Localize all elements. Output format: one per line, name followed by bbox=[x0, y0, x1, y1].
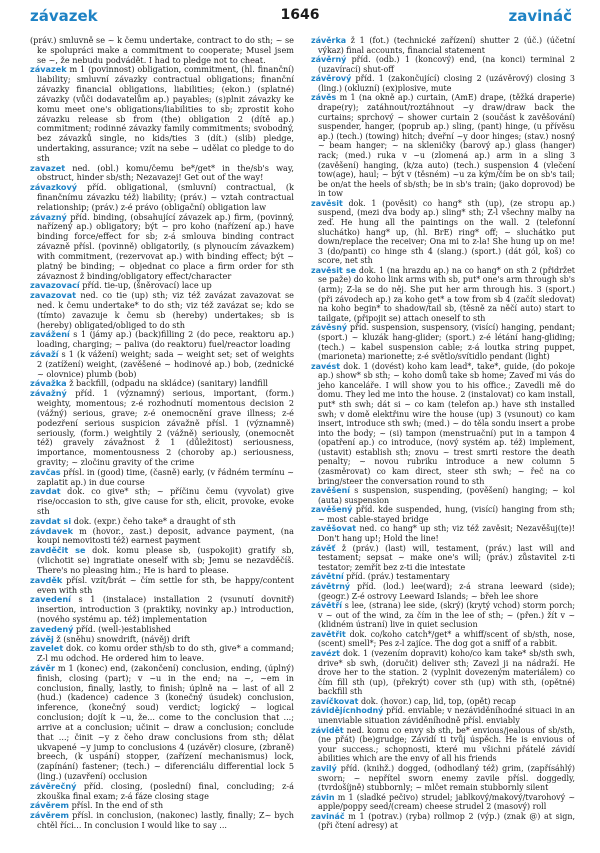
entry-headword: závěs bbox=[311, 93, 337, 103]
dictionary-entry bbox=[311, 793, 575, 812]
entry-definition: dok. 1 (na hrazdu ap.) na co hang* on sth 2 (přidržet se paže) do koho link arms with sb, put* one's arm through sb's (arm); Z-la se do něj. She put her arm through his. 3 (sport.) (při závodech ap.) za koho get* a tow from sb 4 (začít sledovat) na koho begin* to shadow/tail sb, (těsně za něčí auto) start to tailgate, (připojit se) attach oneself to sth bbox=[318, 265, 575, 323]
entry-definition: příd. binding, (obsahující závazek ap.) firm, (povinný, nařízený ap.) obligatory; být ~ pro koho (nařízení ap.) have binding force/effect for sb; z-á smlouva binding contract závazně přísl. (povinně) obligatorily, (s plynoucím závazkem) with commitment, (rezervovat ap.) with binding effect; být ~ platný be binding; ~ objednat co place a firm order for sth závaznost ž binding/obligatory effect/character bbox=[37, 211, 294, 281]
entry-definition: ned. co tie (up) sth; viz též zavázat zavazovat se ned. k čemu undertake* to do sth; viz též zavázat se; kdo se (tímto) zavazuje k čemu sb (hereby) undertakes; sb is (hereby) obligated/obliged to do sth bbox=[37, 290, 294, 330]
entry-headword: zavěsit bbox=[311, 198, 343, 208]
entry-definition: ž (práv.) (last) will, testament, (práv.) last will and testament; sepsat ~ make one's will; (práv.) zůstavitel z-ti testator; zemřít bez z-ti die intestate bbox=[318, 543, 575, 572]
entry-definition: m 1 (povinnost) obligation, commitment, (hl. finanční) liability; smluvní závazky contractual obligations; finanční závazky financial obligations, liabilities; (ekon.) (splatné) závazky (vůči dodavatelům ap.) payables; (s)plnit závazky ke komu meet one's obligations/liabilities to sb; zprostit koho závazku release sb from (the) obligation 2 (dítě ap.) commitment; rodinné závazky family commitments; svobodný, bez závazků single, no kids/ties 3 (dít.) (slib) pledge, undertaking, assurance; vzít na sebe ~ udělat co pledge to do sth bbox=[37, 64, 294, 163]
dictionary-entry bbox=[30, 183, 294, 212]
entry-headword: závěr bbox=[30, 663, 56, 673]
dictionary-entry bbox=[30, 330, 294, 350]
entry-definition: m 1 (konec) end, (zakončení) conclusion, ending, (úplný) finish, closing (part); v ~u in the end; na ~, ~em in conclusion, finally, lastly, to finish; úplně na ~ last of all 2 (hud.) (kadence) cadence 3 (konečný úsudek) conclusion, inference, (konečný soud) verdict; logický ~ logical conclusion; dojít k ~u, že... come to the conclusion that ...; arrive at a conclusion; učinit ~ draw a conclusion; conclude that ...; činit ~y z čeho draw conclusions from sth; dělat ukvapené ~y jump to conclusions 4 (uzávěr) closure, (zbraně) breech, (k uspání) stopper, (zařízení mechanismus) lock, (zapínání) fastener; (tech.) ~ diferenciálu differential lock 5 (ling.) (uzavření) occlusion bbox=[37, 663, 294, 781]
entry-headword: závětrný bbox=[311, 581, 351, 591]
entry-headword: zavěšovat bbox=[311, 524, 357, 534]
entry-definition: přísl. in (good) time, (časně) early, (v řádném termínu ~ zaplatit ap.) in due course bbox=[37, 466, 294, 487]
guide-word-left: závazek bbox=[30, 7, 98, 25]
entry-headword: závin bbox=[311, 792, 335, 802]
dictionary-entry bbox=[30, 644, 294, 664]
entry-headword: závěrový bbox=[311, 74, 352, 84]
entry-definition: ned. komu co envy sb sth, be* envious/jealous of sb/sth, (ne přát) (be)grudge; Závidí ti tvůj úspěch. He is envious of your success.; schopnosti, které mu všichni přátelé závidí abilities which are the envy of all his friends bbox=[318, 725, 575, 764]
dictionary-entry bbox=[30, 576, 294, 596]
right-column bbox=[311, 36, 575, 846]
dictionary-entry bbox=[311, 266, 575, 323]
entry-headword: závažný bbox=[30, 388, 67, 399]
entry-headword: zavilý bbox=[311, 763, 337, 773]
dictionary-entry bbox=[30, 782, 294, 802]
entry-definition: přísl. in conclusion, (nakonec) lastly, finally; Z~ bych chtěl říci... In conclusion I would like to say ... bbox=[37, 810, 294, 830]
entry-definition: m 1 (na okně ap.) curtain, (AmE) drape, (těžká draperie) drape(ry); zatáhnout/roztáhnout ~y draw/draw back the curtains; sprchový ~ shower curtain 2 (součást k zavěšování) suspender, hanger, (poprub ap.) sling, (pant) hinge, (u přívěsu ap.) (tech.) (towing) hitch; dveřní ~y door hinges; (stav.) nosný ~ beam hanger; ~ na skleničky (barový ap.) glass (hanger) rack; (med.) ruka v ~u (zlomená ap.) arm in a sling 3 (zavěšení) hanging, (k/za auto) (tech.) suspension 4 (vlečení tow(age), haul; ~ být v (těsném) ~u za kým/čím be on sb's tail; be on/at the heels of sb/sth; be in sb's train; (jako doprovod) be in tow bbox=[318, 93, 575, 199]
entry-definition: příd. (lod.) lee(ward); z-á strana leeward (side); (geogr.) Z-é ostrovy Leeward Islands; ~ břeh lee shore bbox=[318, 581, 575, 601]
entry-headword: závěrečný bbox=[30, 780, 77, 791]
entry-definition: příd. (well-)established bbox=[73, 623, 172, 634]
entry-definition: příd. 1 (zakončující) closing 2 (uzávěrový) closing 3 (ling.) (okluzní) (ex)plosive, mute bbox=[318, 74, 575, 93]
entry-headword: závěrný bbox=[311, 55, 347, 65]
entry-definition: s 1 (jámy ap.) (back)filling 2 (do pece, reaktoru ap.) loading, charging; ~ paliva (do reaktoru) fuel/reactor loading bbox=[37, 329, 294, 350]
left-column bbox=[30, 36, 294, 846]
entry-headword: zavěšení bbox=[311, 486, 351, 496]
entry-headword: závidět bbox=[311, 725, 344, 735]
entry-headword: závazný bbox=[30, 211, 67, 222]
dictionary-entry bbox=[311, 524, 575, 543]
entry-headword: zavděčit se bbox=[30, 545, 86, 556]
dictionary-entry bbox=[311, 706, 575, 725]
entry-headword: zavazovací bbox=[30, 280, 80, 291]
entry-headword: zavináč bbox=[311, 811, 345, 821]
dictionary-entry bbox=[311, 36, 575, 55]
dictionary-entry bbox=[311, 74, 575, 93]
entry-definition: přísl. In the end of sth bbox=[69, 800, 164, 811]
dictionary-entry bbox=[311, 323, 575, 361]
dictionary-entry bbox=[311, 649, 575, 697]
dictionary-entry bbox=[311, 544, 575, 573]
dictionary-entry bbox=[311, 630, 575, 649]
dictionary-entry bbox=[30, 164, 294, 184]
dictionary-entry bbox=[30, 595, 294, 624]
entry-definition: příd. kde suspended, hung, (visící) hanging from sth; ~ most cable-stayed bridge bbox=[318, 505, 575, 524]
dictionary-entry bbox=[30, 546, 294, 575]
entry-definition: s lee, (strana) lee side, (skrý) (krytý vchod) storm porch; v ~ out of the wind, za čím in the lee of sth; ~ (přen.) žít v ~ (klidném ústraní) live in quiet seclusion bbox=[318, 601, 575, 630]
entry-headword: zavětřit bbox=[311, 629, 346, 639]
dictionary-entry bbox=[311, 362, 575, 487]
entry-headword: zavážení bbox=[30, 329, 70, 340]
entry-headword: zavdat si bbox=[30, 515, 72, 526]
entry-headword: závěť bbox=[311, 543, 336, 553]
entry-headword: zavděk bbox=[30, 574, 63, 585]
entry-headword: závětří bbox=[311, 601, 342, 611]
entry-definition: s 1 (k vážení) weight; sada ~ weight set; set of weights 2 (zatížení) weight, (zavěšené ~ hodinové ap.) bob, (zednické ~ olovnice) plumb (bob) bbox=[37, 349, 294, 379]
entry-definition: dok. (expr.) čeho take* a draught of sth bbox=[71, 515, 236, 526]
entry-definition: příd. obligational, (smluvní) contractual, (k finančnímu závazku též) liability; (práv.) ~ vztah contractual relationship; (práv.) z-é právo (obligační) obligation law bbox=[37, 182, 294, 212]
entry-definition: ž backfill, (odpadu na skládce) (sanitary) landfill bbox=[66, 378, 269, 389]
entry-definition: dok. 1 (pověsit) co hang* sth (up), (ze stropu ap.) suspend, (mezi dva body ap.) sling* sth; Z-l všechny malby na zeď. He hung all the paintings on the wall. 2 (telefonní sluchátko) hang* up, (hl. BrE) ring* off; ~ sluchátko put down/replace the receiver; Ona mi to z-la! She hung up on me! 3 (do/panti) co hinge sth 4 (slang.) (sport.) (dát gól, koš) co score, net sth bbox=[318, 198, 575, 266]
entry-headword: závěrem bbox=[30, 810, 70, 821]
entry-definition: m (hovor., zast.) deposit, advance payment, (na koupi nemovitosti též) earnest payment bbox=[37, 525, 294, 546]
entry-headword: zavěsit se bbox=[311, 265, 356, 275]
entry-headword: závěj bbox=[30, 633, 54, 644]
dictionary-entry bbox=[311, 93, 575, 198]
dictionary-entry bbox=[30, 468, 294, 488]
entry-definition: (práv.) smluvně se ~ k čemu undertake, contract to do sth; ~ se ke spolupráci make a commitment to cooperate; Musel jsem se ~, že nebudu podvádět. I had to pledge not to cheat. bbox=[30, 36, 294, 65]
dictionary-entry bbox=[311, 601, 575, 630]
entry-headword: závěrem bbox=[30, 800, 70, 811]
dictionary-entry bbox=[311, 505, 575, 524]
entry-headword: závazkový bbox=[30, 182, 78, 193]
entry-headword: zavést bbox=[311, 361, 341, 371]
entry-definition: dok. 1 (dovést) koho kam lead*, take*, guide, (do pokoje ap.) show* sb sth; ~ koho domů take sb home; Zaveď mi vás do jeho kanceláře. I will show you to his office.; Zavedli mě do domu. They led me into the house. 2 (instalovat) co kam install, put* sth swh; dát si ~ co kam (telefon ap.) have sth installed swh; v domě elektřinu wire the house (up) 3 (vsunout) co kam insert, introduce sth swh; (med.) ~ do těla sondu insert a probe into the body; ~ (si) tampon (menstruační) put in a tampon 4 (opatření ap.) co introduce, (nový systém ap. též) implement, (ustavit) establish sth; znovu ~ trest smrti restore the death penalty; ~ novou rubriku introduce a new column 5 (zasměrovat) co kam direct, steer sth swh; ~ řeč na co bring/steer the conversation round to sth bbox=[318, 361, 575, 486]
entry-definition: s 1 (instalace) installation 2 (vsunutí dovnitř) insertion, introduction 3 (praktiky, novinky ap.) introduction, (nového systému ap. též) implementation bbox=[37, 594, 294, 624]
entry-headword: zavčas bbox=[30, 466, 61, 477]
entry-definition: dok. 1 (vezením dopravit) koho/co kam take* sb/sth swh, drive* sb swh, (doručit) deliver sth; Zavezl ji na nádraží. He drove her to the station. 2 (vyplnit dovezeným materiálem) co čím fill sth (up), (překrýt) cover sth (up) with sth, (opětné) backfill sth bbox=[318, 649, 575, 697]
dictionary-entry bbox=[30, 350, 294, 379]
dictionary-entry bbox=[30, 811, 294, 831]
entry-definition: přísl. vzít/brát ~ čím settle for sth, be happy/content even with sth bbox=[37, 574, 294, 595]
entry-headword: zavedený bbox=[30, 623, 74, 634]
dictionary-entry bbox=[30, 664, 294, 782]
entry-definition: ned. (obl.) komu/čemu be*/get* in the/sb's way, obstruct, hinder sb/sth; Nezavazej! Get out of the way! bbox=[37, 162, 294, 183]
entry-headword: zavelet bbox=[30, 643, 64, 654]
entry-headword: závazek bbox=[30, 64, 67, 75]
dictionary-entry bbox=[30, 65, 294, 163]
dictionary-entry bbox=[30, 213, 294, 282]
entry-headword: zavdat bbox=[30, 486, 61, 497]
entry-headword: zavíčkovat bbox=[311, 696, 359, 706]
entry-definition: ned. co hang* up sth; viz též zavěsit; Nezavěšuj(te)! Don't hang up!; Hold the line! bbox=[318, 524, 575, 544]
entry-definition: ž (sněhu) snowdrift, (návěj) drift bbox=[53, 633, 191, 644]
entry-definition: příd. 1 (významný) serious, important, (form.) weighty, momentous; z-é rozhodnutí momentous decision 2 (vážný) serious, grave; z-é onemocnění grave illness; z-é podezření serious suspicion závažně přísl. 1 (významně) seriously, (form.) weightily 2 (vážně) seriously, (onemocnět též) gravely závažnost ž 1 (důležitost) seriousness, importance, momentousness 2 (choroby ap.) seriousness, gravity; ~ zločinu gravity of the crime bbox=[37, 388, 294, 467]
entry-definition: příd. closing, (poslední) final, concluding; z-á zkouška final exam; z-á fáze closing stage bbox=[37, 780, 294, 801]
entry-headword: závdavek bbox=[30, 525, 74, 536]
entry-headword: zavedení bbox=[30, 594, 71, 605]
dictionary-entry bbox=[30, 36, 294, 65]
page-number: 1646 bbox=[280, 7, 320, 23]
dictionary-entry bbox=[311, 582, 575, 601]
dictionary-entry bbox=[30, 527, 294, 547]
dictionary-entry bbox=[311, 572, 575, 582]
entry-definition: s suspension, suspending, (pověšení) hanging; ~ kol (auta) suspension bbox=[318, 486, 575, 505]
entry-definition: m 1 (potrav.) (ryba) rollmop 2 (výp.) (znak @) at sign, (při čtení adresy) at bbox=[318, 811, 575, 831]
entry-definition: m 1 (sladké pečivo) strudel; jablkový/makový/tvarohový ~ apple/poppy seed/(cream) cheese strudel 2 (masový) roll bbox=[318, 792, 575, 812]
dictionary-entry bbox=[30, 487, 294, 516]
entry-definition: dok. (hovor.) cap, lid, top, (opět) recap bbox=[358, 696, 516, 706]
entry-headword: závětní bbox=[311, 572, 344, 582]
dictionary-entry bbox=[30, 389, 294, 468]
entry-definition: příd. enviable; v nezáviděníhodné situaci in an unenviable situation záviděníhodně přísl. enviably bbox=[318, 706, 575, 726]
entry-definition: příd. (knihž.) dogged, (odhodlaný též) grim, (zapřísáhlý) sworn; ~ nepřítel sworn enemy zavile přísl. doggedly, (tvrdošíjně) stubbornly; ~ mlčet remain stubbornly silent bbox=[318, 763, 575, 793]
dictionary-entry bbox=[311, 199, 575, 266]
page-header bbox=[0, 0, 600, 30]
entry-headword: závaží bbox=[30, 349, 59, 359]
entry-headword: zavézt bbox=[311, 649, 340, 658]
dictionary-entry bbox=[311, 55, 575, 74]
entry-definition: dok. komu please sb, (uspokojit) gratify sb, (vlichotit se) ingratiate oneself with sb; Jemu se nezavděčíš. There's no pleasing him.; He is hard to please. bbox=[37, 545, 294, 575]
dictionary-columns bbox=[30, 36, 575, 846]
entry-definition: dok. co give* sth; ~ příčinu čemu (vyvolat) give rise/occasion to sth, give cause for sth, elicit, provoke, evoke sth bbox=[37, 486, 294, 516]
entry-headword: závěsný bbox=[311, 323, 348, 333]
entry-headword: závidějícnhodný bbox=[311, 706, 384, 716]
entry-definition: dok. co/koho catch*/get* a whiff/scent of sb/sth, nose, (scent) smell*; Pes z-l zajíce. The dog got a sniff of a rabbit. bbox=[318, 629, 575, 649]
guide-word-right: zavináč bbox=[508, 7, 572, 25]
entry-definition: příd. tie-up, (šněrovací) lace up bbox=[79, 280, 212, 291]
dictionary-entry bbox=[311, 764, 575, 793]
entry-definition: ž 1 (fot.) (technické zařízení) shutter 2 (úč.) (účetní výkaz) final accounts, financial statement bbox=[318, 36, 575, 55]
entry-definition: příd. suspension, suspensory, (visící) hanging, pendant; (sport.) ~ kluzák hang-glider; (sport.) z-é létání hang-gliding; (tech.) ~ kabel suspension cable; z-á loutka string puppet, (marioneta) marionette; z-é světlo/svítidlo pendant (light) bbox=[318, 323, 575, 362]
entry-headword: zavazet bbox=[30, 162, 66, 173]
entry-headword: závěrka bbox=[311, 36, 347, 45]
dictionary-entry bbox=[311, 486, 575, 505]
entry-headword: závažka bbox=[30, 378, 67, 389]
entry-headword: zavěšený bbox=[311, 505, 353, 515]
entry-definition: příd. (odb.) 1 (koncový) end, (na konci) terminal 2 (uzavírací) shut-off bbox=[318, 55, 575, 74]
dictionary-entry bbox=[311, 812, 575, 831]
dictionary-entry bbox=[311, 726, 575, 764]
dictionary-entry bbox=[30, 291, 294, 330]
entry-definition: příd. (práv.) testamentary bbox=[343, 572, 450, 582]
entry-definition: dok. co komu order sth/sb to do sth, give* a command; Z-l mu odchod. He ordered him to leave. bbox=[37, 643, 294, 664]
entry-headword: zavazovat bbox=[30, 290, 76, 301]
